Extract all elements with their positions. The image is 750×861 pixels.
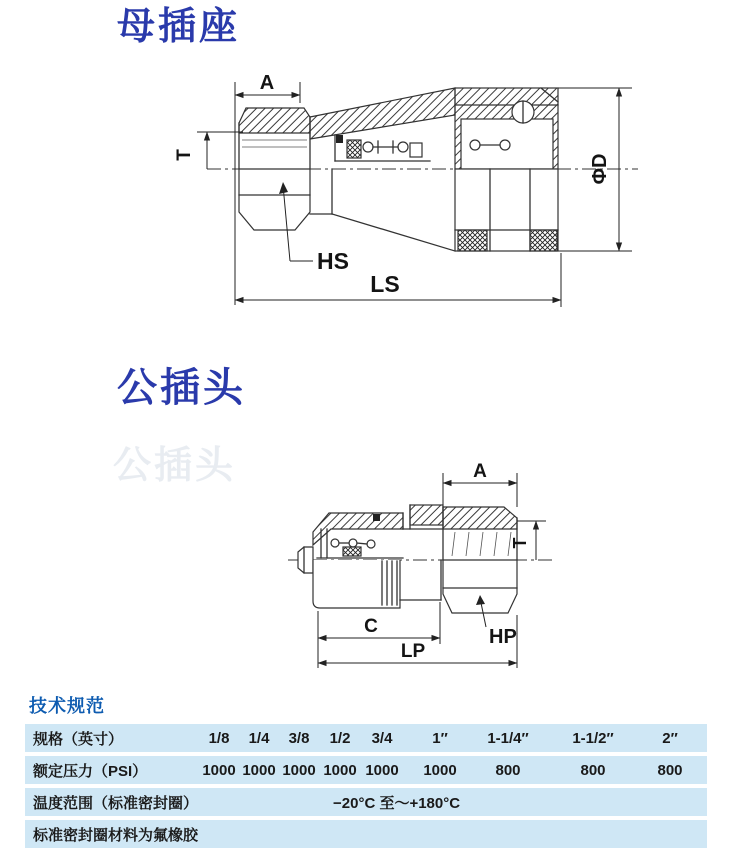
male-dim-c: C	[364, 616, 378, 637]
spec-pressure-value: 800	[495, 761, 521, 779]
spec-pressure-value: 1000	[423, 761, 457, 779]
female-knurl-ring-2	[530, 230, 557, 251]
spec-temp-value: −20°C 至～+180°C	[333, 794, 461, 812]
spec-size-value: 3/4	[371, 729, 393, 747]
spec-pressure-value: 1000	[242, 761, 276, 779]
male-dim-hp: HP	[489, 626, 517, 648]
spec-size-value: 1-1/2″	[572, 729, 614, 747]
spec-size-value: 3/8	[288, 729, 310, 747]
female-dim-ls: LS	[370, 271, 400, 297]
spec-temp-label: 温度范围（标准密封圈）	[33, 794, 199, 812]
spec-size-value: 1-1/4″	[487, 729, 529, 747]
female-socket-drawing	[85, 55, 645, 320]
spec-row-material	[25, 820, 707, 848]
spec-row-pressure	[25, 756, 707, 784]
spec-pressure-value: 1000	[323, 761, 357, 779]
spec-size-value: 1/8	[208, 729, 230, 747]
spec-size-value: 1″	[432, 729, 448, 747]
male-spring-detail	[331, 539, 339, 547]
spec-size-value: 2″	[662, 729, 678, 747]
male-hex-section	[443, 507, 517, 529]
male-plug-ghost-title: 公插头	[113, 445, 237, 487]
male-seal-detail	[373, 514, 380, 521]
spec-size-value: 1/4	[248, 729, 270, 747]
female-socket-title: 母插座	[117, 6, 241, 48]
spec-pressure-label: 额定压力（PSI）	[33, 762, 148, 780]
female-sleeve-section	[310, 88, 455, 139]
female-dim-d: ΦD	[589, 153, 611, 185]
spec-row-temperature	[25, 788, 707, 816]
male-nose-tip	[298, 547, 313, 573]
female-dim-a: A	[259, 72, 275, 94]
spec-pressure-value: 800	[580, 761, 606, 779]
spec-pressure-value: 1000	[202, 761, 236, 779]
spec-size-value: 1/2	[329, 729, 351, 747]
male-plug-title: 公插头	[117, 366, 246, 410]
spec-size-label: 规格（英寸）	[33, 730, 124, 748]
female-hex-nut	[239, 169, 310, 230]
spec-heading: 技术规范	[29, 696, 105, 716]
female-spring-detail	[363, 142, 373, 152]
male-dim-t: T	[510, 537, 530, 549]
spec-section	[25, 692, 707, 852]
male-plug-drawing	[283, 455, 563, 705]
spec-pressure-value: 1000	[365, 761, 399, 779]
spec-pressure-value: 1000	[282, 761, 316, 779]
spec-row-size	[25, 724, 707, 752]
male-hex-nut	[443, 560, 517, 613]
spec-pressure-value: 800	[657, 761, 683, 779]
male-dim-lp: LP	[400, 641, 426, 662]
female-knurl-ring	[458, 230, 487, 251]
male-collar-section	[410, 505, 443, 525]
female-nut-section	[239, 108, 310, 133]
spec-material-label: 标准密封圈材料为氟橡胶	[33, 826, 199, 844]
female-dim-t: T	[174, 149, 195, 161]
male-dim-a: A	[473, 461, 487, 482]
female-seal-detail	[336, 135, 343, 143]
female-dim-hs: HS	[317, 248, 349, 274]
